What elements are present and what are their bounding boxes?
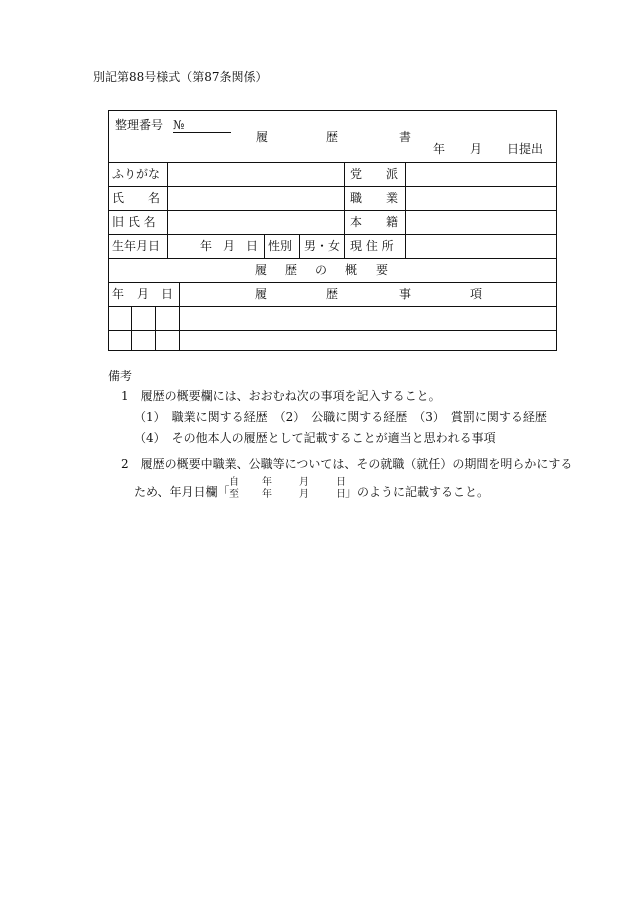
to-year: 年: [262, 489, 272, 500]
to-month: 月: [299, 489, 309, 500]
number-label: №: [173, 118, 185, 132]
page-header-title: 別記第88号様式（第87条関係）: [93, 70, 268, 84]
birth-year-label: 年: [200, 239, 213, 253]
history-content-header-2: 歴: [326, 287, 339, 301]
note-sub-2: （4） その他本人の履歴として記載することが適当と思われる事項: [134, 431, 496, 445]
former-name-label: 旧 氏 名: [112, 215, 156, 229]
gender-value: 男・女: [304, 239, 341, 253]
to-day: 日: [336, 489, 346, 500]
party-label: 党 派: [350, 167, 399, 181]
summary-title-3: の: [315, 263, 328, 277]
history-content-header-1: 履: [255, 287, 268, 301]
note-item-1: 1 履歴の概要欄には、おおむね次の事項を記入すること。: [121, 389, 441, 403]
summary-title-5: 要: [376, 263, 389, 277]
history-month-header: 月: [137, 287, 150, 301]
birthdate-label: 生年月日: [112, 239, 161, 253]
note-sub-1: （1） 職業に関する経歴 （2） 公職に関する経歴 （3） 賞罰に関する経歴: [134, 410, 547, 424]
history-content-header-3: 事: [399, 287, 412, 301]
summary-title-1: 履: [255, 263, 268, 277]
notes-title: 備考: [108, 369, 133, 383]
name-label: 氏 名: [112, 191, 161, 205]
submitted-month-label: 月: [470, 142, 483, 156]
resume-form: [108, 110, 557, 351]
occupation-label: 職 業: [350, 191, 399, 205]
history-content-header-4: 項: [470, 287, 483, 301]
birth-month-label: 月: [223, 239, 236, 253]
to-line: [229, 489, 347, 501]
form-title-1: 履: [256, 130, 269, 144]
seiri-bango-label: 整理番号: [115, 118, 164, 132]
honseki-label: 本 籍: [350, 215, 399, 229]
form-title-2: 歴: [326, 130, 339, 144]
note-item-2-cont: [134, 485, 230, 499]
history-day-header: 日: [161, 287, 174, 301]
number-field: [173, 118, 231, 133]
gender-label: 性別: [268, 239, 293, 253]
address-label: 現 住 所: [350, 239, 394, 253]
date-range-example: [229, 477, 347, 503]
summary-title-2: 歴: [285, 263, 298, 277]
from-day: 日: [336, 477, 346, 488]
form-title-3: 書: [399, 130, 412, 144]
submitted-year-label: 年: [433, 142, 446, 156]
to-label: 至: [229, 489, 239, 500]
from-label: 自: [229, 477, 239, 488]
submitted-day-label: 日提出: [507, 142, 544, 156]
history-year-header: 年: [112, 287, 125, 301]
from-line: [229, 477, 347, 489]
note-item-2-suffix: 」のように記載すること。: [345, 485, 490, 499]
note-item-2-prefix: ため、年月日欄「: [134, 485, 230, 499]
birth-day-label: 日: [246, 239, 259, 253]
note-item-2: 2 履歴の概要中職業、公職等については、その就職（就任）の期間を明らかにする: [121, 457, 573, 471]
summary-title-4: 概: [345, 263, 358, 277]
from-year: 年: [262, 477, 272, 488]
furigana-label: ふりがな: [112, 167, 161, 181]
from-month: 月: [299, 477, 309, 488]
